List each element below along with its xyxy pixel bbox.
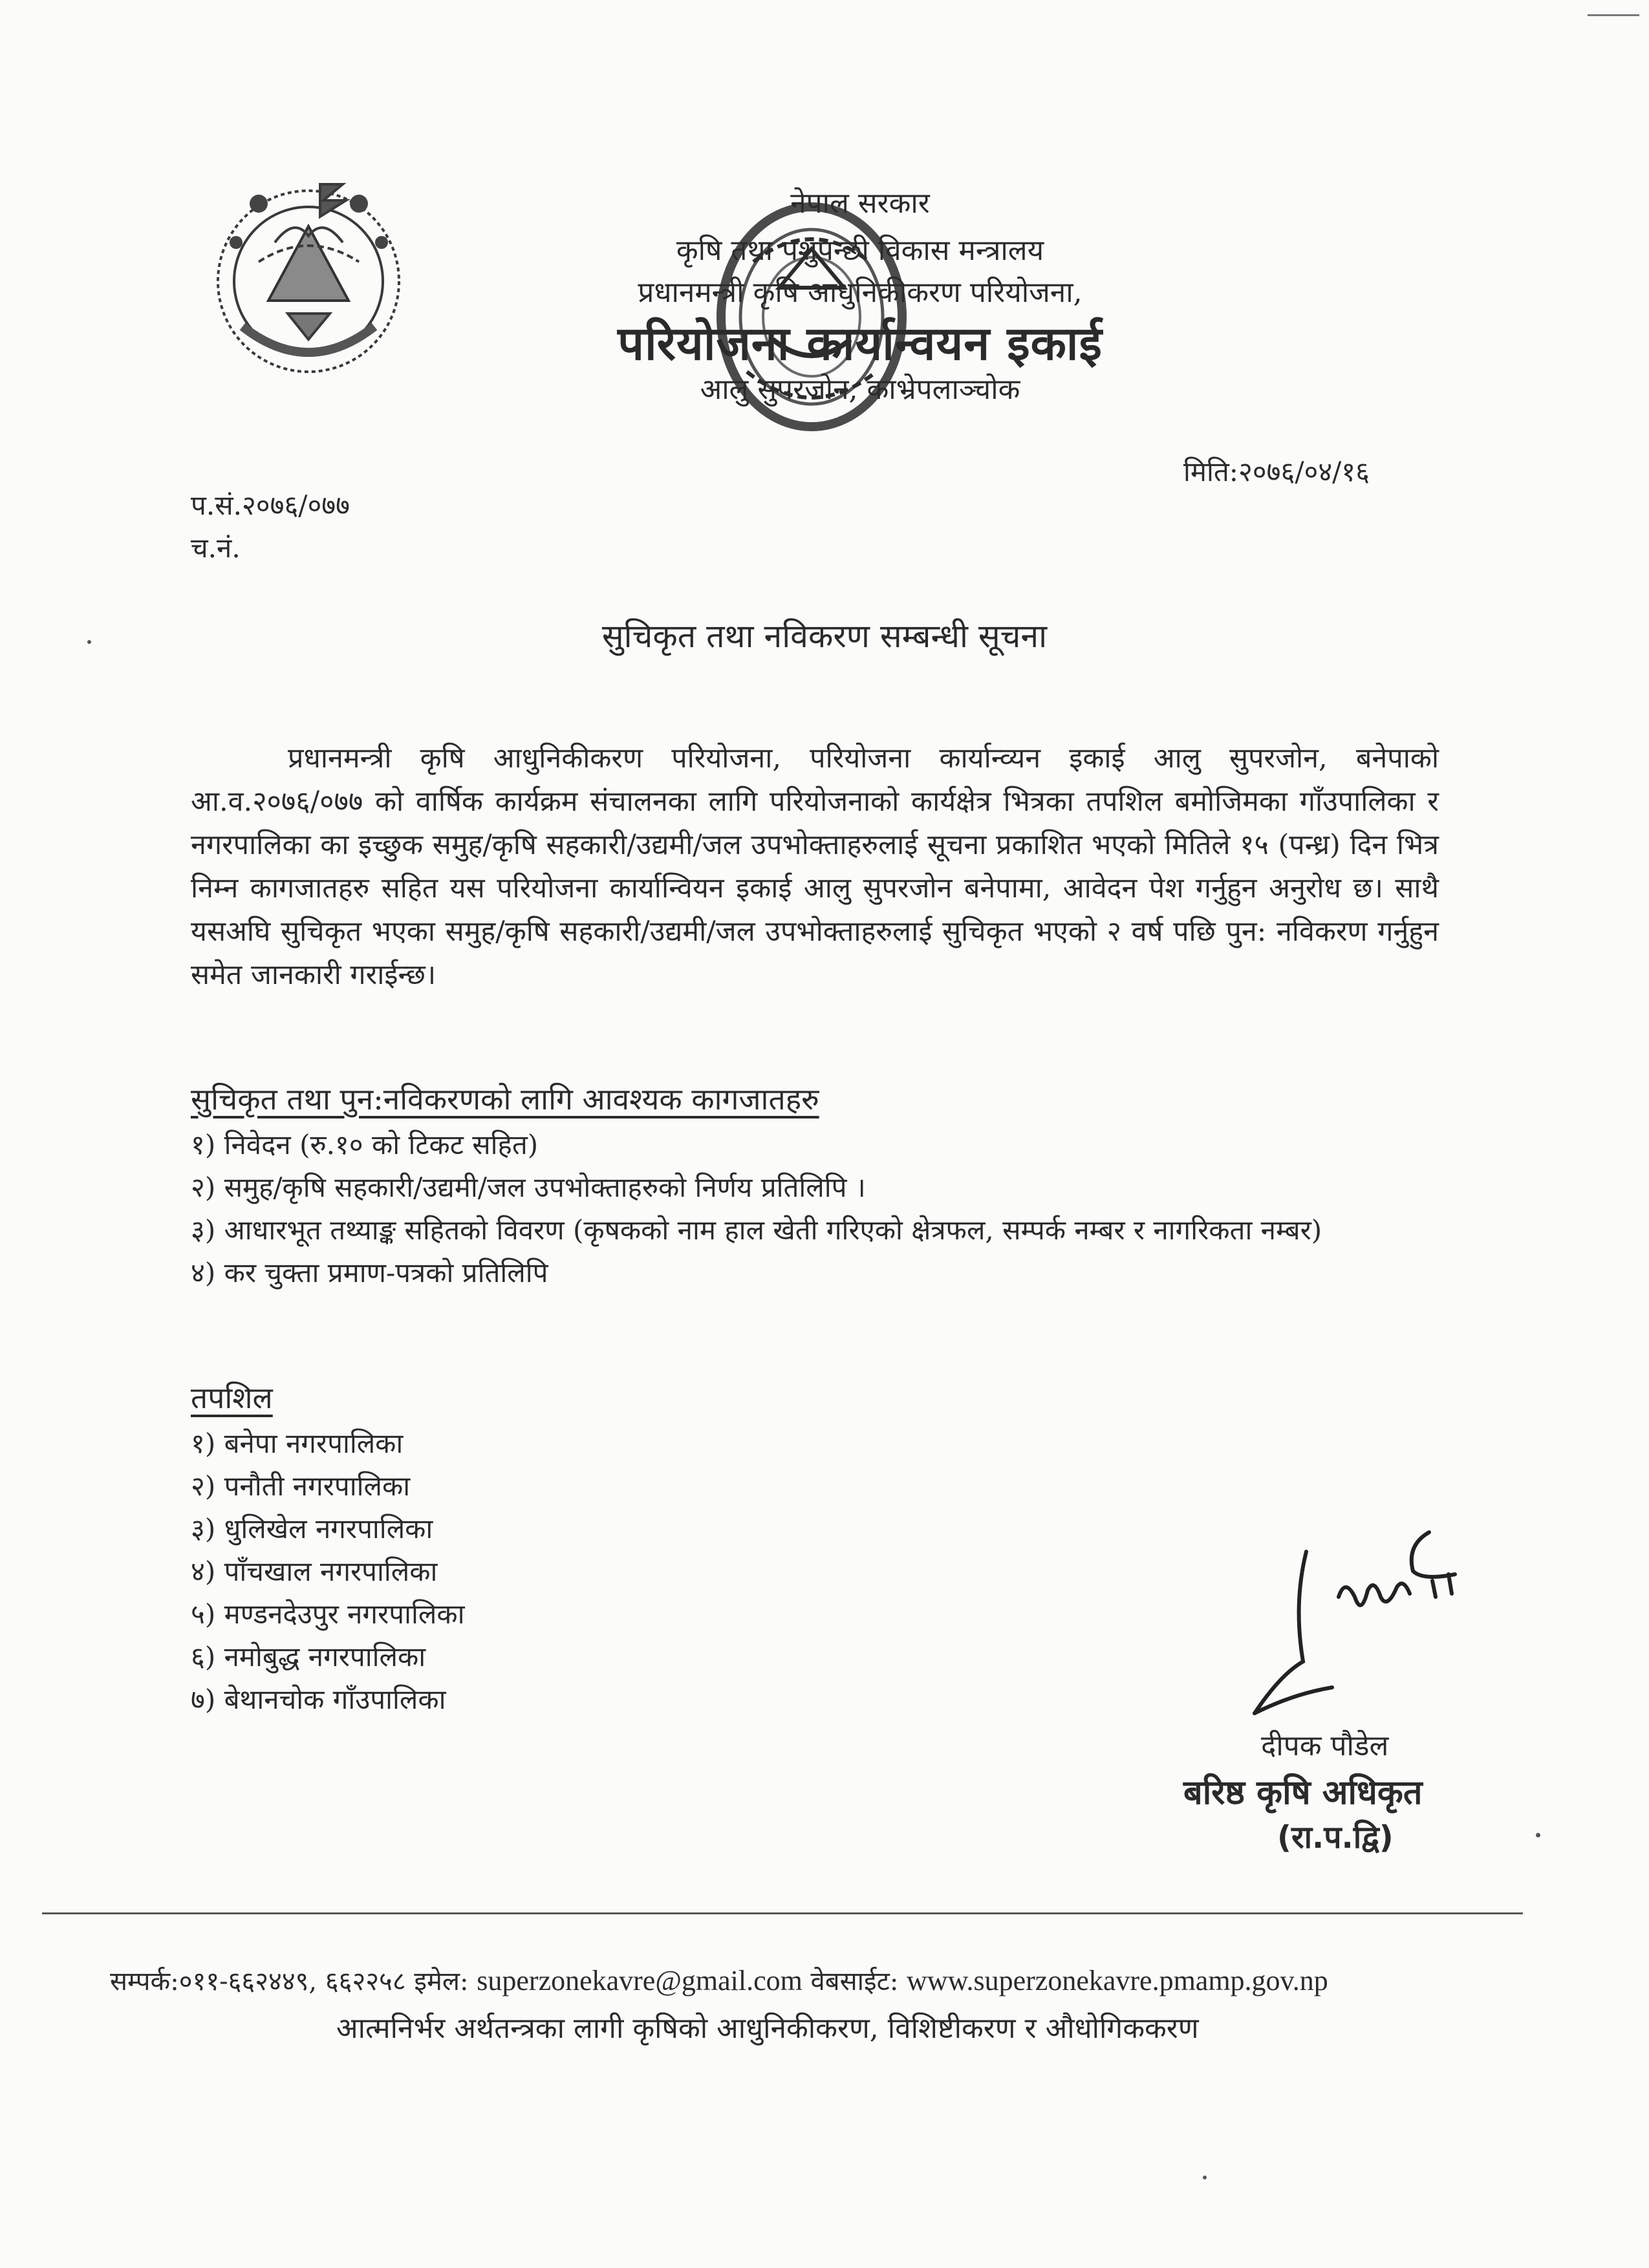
footer-divider xyxy=(42,1912,1523,1914)
signatory-designation: बरिष्ठ कृषि अधिकृत xyxy=(1183,1773,1423,1812)
govt-name: नेपाल सरकार xyxy=(790,187,930,220)
footer-slogan: आत्मनिर्भर अर्थतन्त्रका लागी कृषिको आधुनिकीकरण, विशिष्टीकरण र औधोगिककरण xyxy=(336,2012,1199,2045)
footer-contact xyxy=(110,1962,1328,1998)
municipality-list xyxy=(191,1422,464,1721)
list-item: १) बनेपा नगरपालिका xyxy=(191,1428,404,1459)
contact-label: सम्पर्क:०११-६६२४४९, ६६२२५८ इमेल: xyxy=(110,1967,469,1996)
signatory-class: (रा.प.द्वि) xyxy=(1277,1819,1394,1856)
scan-speck xyxy=(1536,1833,1540,1837)
scan-speck xyxy=(87,640,91,644)
list-item: १) निवेदन (रु.१० को टिकट सहित) xyxy=(191,1129,539,1161)
letter-date: मिति:२०७६/०४/१६ xyxy=(1183,456,1370,487)
list-item: ३) धुलिखेल नगरपालिका xyxy=(191,1513,433,1545)
list-item: २) पनौती नगरपालिका xyxy=(191,1470,411,1502)
ministry-name: कृषि तथा पशुपन्छी विकास मन्त्रालय xyxy=(676,234,1044,267)
tapasil-title: तपशिल xyxy=(191,1380,273,1415)
list-item: ४) पाँचखाल नगरपालिका xyxy=(191,1556,438,1587)
website-address: www.superzonekavre.pmamp.gov.np xyxy=(907,1965,1328,1996)
list-item: ४) कर चुक्ता प्रमाण-पत्रको प्रतिलिपि xyxy=(191,1257,548,1289)
reference-number: प.सं.२०७६/०७७ xyxy=(191,489,350,521)
office-round-seal-icon xyxy=(702,178,921,449)
notice-subject: सुचिकृत तथा नविकरण सम्बन्धी सूचना xyxy=(601,617,1048,655)
unit-name: परियोजना कार्यान्वयन इकाई xyxy=(618,316,1103,370)
scan-edge-mark xyxy=(1588,14,1639,16)
scan-speck xyxy=(1203,2176,1207,2179)
list-item: ५) मण्डनदेउपुर नगरपालिका xyxy=(191,1598,465,1630)
project-name: प्रधानमन्त्री कृषि आधुनिकीकरण परियोजना, xyxy=(638,276,1083,309)
documents-title: सुचिकृत तथा पुन:नविकरणको लागि आवश्यक कागजातहरु xyxy=(191,1082,819,1117)
notice-body: प्रधानमन्त्री कृषि आधुनिकीकरण परियोजना, परियोजना कार्यान्व्यन इकाई आलु सुपरजोन, बनेपाको आ.व.२०७६/०७७ को वार्षिक कार्यक्रम संचालनका लागि परियोजनाको कार्यक्षेत्र भित्रका तपशिल बमोजिमका गाँउपालिका र नगरपालिका का इच्छुक समुह/कृषि सहकारी/उद्यमी/जल उपभोक्ताहरुलाई सूचना प्रकाशित भएको मितिले १५ (पन्ध्र) दिन भित्र निम्न कागजातहरु सहित यस परियोजना कार्यान्वियन इकाई आलु सुपरजोन बनेपामा, आवेदन पेश गर्नुहुन अनुरोध छ। साथै यसअघि सुचिकृत भएका समुह/कृषि सहकारी/उद्यमी/जल उपभोक्ताहरुलाई सुचिकृत भएको २ वर्ष पछि पुन: नविकरण गर्नुहुन समेत जानकारी गराईन्छ। xyxy=(191,742,1439,991)
list-item: ७) बेथानचोक गाँउपालिका xyxy=(191,1684,446,1715)
website-label: वेबसाईट: xyxy=(810,1967,899,1996)
email-address: superzonekavre@gmail.com xyxy=(477,1965,803,1996)
documents-list xyxy=(191,1124,1439,1294)
nepal-government-emblem-icon xyxy=(197,165,420,388)
list-item: ३) आधारभूत तथ्याङ्क सहितको विवरण (कृषकको नाम हाल खेती गरिएको क्षेत्रफल, सम्पर्क नम्बर र नागरिकता नम्बर) xyxy=(191,1214,1322,1246)
office-location: आलु सुपरजोन, काभ्रेपलाञ्चोक xyxy=(700,373,1020,406)
dispatch-number: च.नं. xyxy=(191,532,241,564)
list-item: २) समुह/कृषि सहकारी/उद्यमी/जल उपभोक्ताहरुको निर्णय प्रतिलिपि । xyxy=(191,1171,866,1203)
list-item: ६) नमोबुद्ध नगरपालिका xyxy=(191,1641,426,1673)
handwritten-signature xyxy=(1242,1526,1500,1720)
signatory-name: दीपक पौडेल xyxy=(1261,1729,1389,1762)
